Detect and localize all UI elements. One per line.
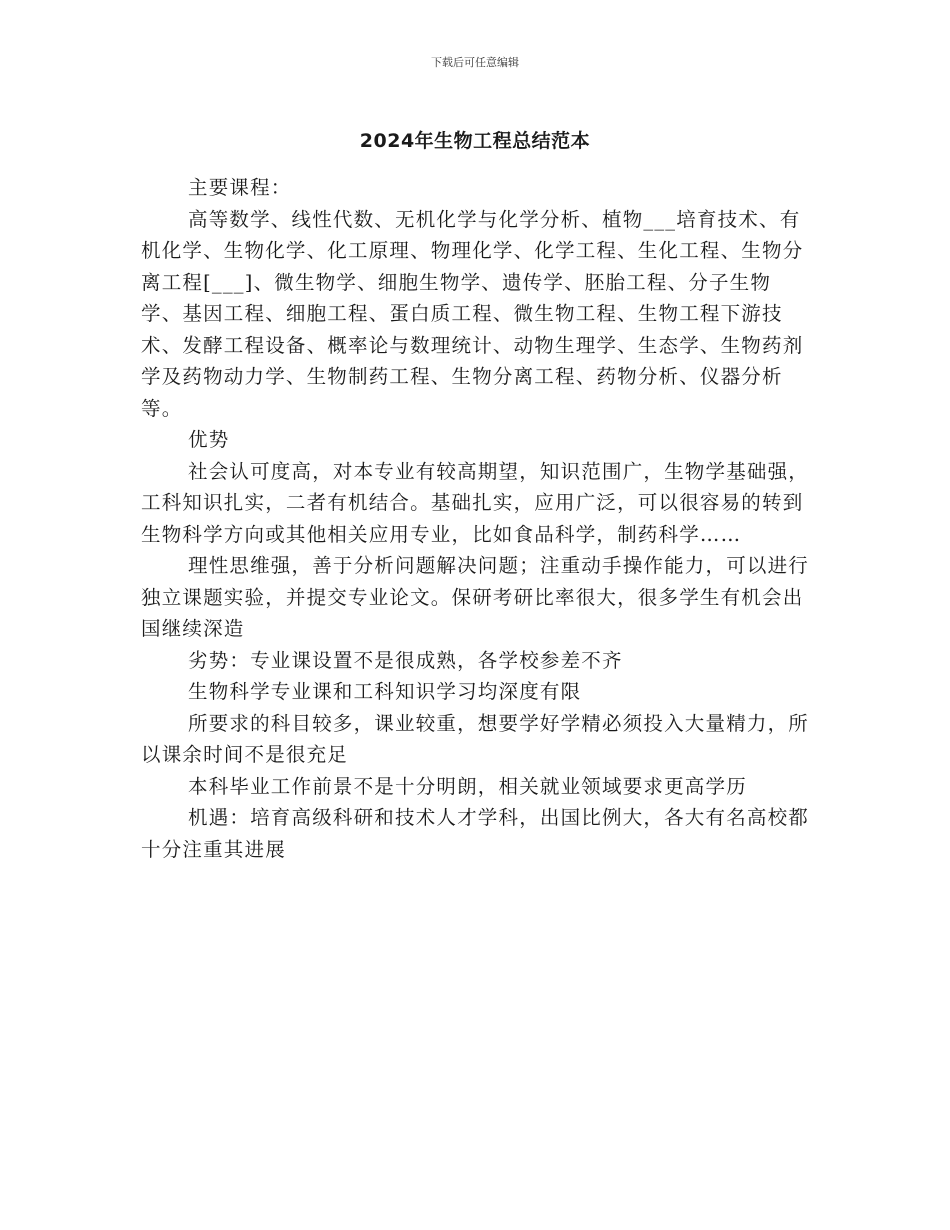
- paragraph-strengths-2: 理性思维强，善于分析问题解决问题；注重动手操作能力，可以进行独立课题实验，并提交专业论文。保研考研比率很大，很多学生有机会出国继续深造: [141, 554, 810, 640]
- paragraph-strengths-heading: 优势: [188, 428, 230, 451]
- paragraph-weaknesses-1: 劣势：专业课设置不是很成熟，各学校参差不齐: [188, 648, 623, 672]
- paragraph-courses-list: 高等数学、线性代数、无机化学与化学分析、植物___培育技术、有机化学、生物化学、化工原理、物理化学、化学工程、生化工程、生物分离工程[___]、微生物学、细胞生物学、遗传学、胚胎工程、分子生物学、基因工程、细胞工程、蛋白质工程、微生物工程、生物工程下游技术、发酵工程设备、概率论与数理统计、动物生理学、生态学、生物药剂学及药物动力学、生物制药工程、生物分离工程、药物分析、仪器分析等。: [141, 207, 804, 420]
- document-body: [141, 172, 809, 865]
- header-note: 下载后可任意编辑: [431, 56, 519, 69]
- document-title: 2024年生物工程总结范本: [359, 130, 591, 152]
- paragraph-weaknesses-2: 生物科学专业课和工科知识学习均深度有限: [188, 680, 582, 703]
- paragraph-strengths-1: 社会认可度高，对本专业有较高期望，知识范围广，生物学基础强，工科知识扎实，二者有机结合。基础扎实，应用广泛，可以很容易的转到生物科学方向或其他相关应用专业，比如食品科学，制药科学……: [141, 459, 810, 546]
- paragraph-weaknesses-4: 本科毕业工作前景不是十分明朗，相关就业领域要求更高学历: [188, 774, 747, 798]
- paragraph-opportunities: 机遇：培育高级科研和技术人才学科，出国比例大，各大有名高校都十分注重其进展: [141, 806, 810, 861]
- paragraph-weaknesses-3: 所要求的科目较多，课业较重，想要学好学精必须投入大量精力，所以课余时间不是很充足: [141, 711, 810, 766]
- paragraph-courses-heading: 主要课程：: [188, 176, 292, 199]
